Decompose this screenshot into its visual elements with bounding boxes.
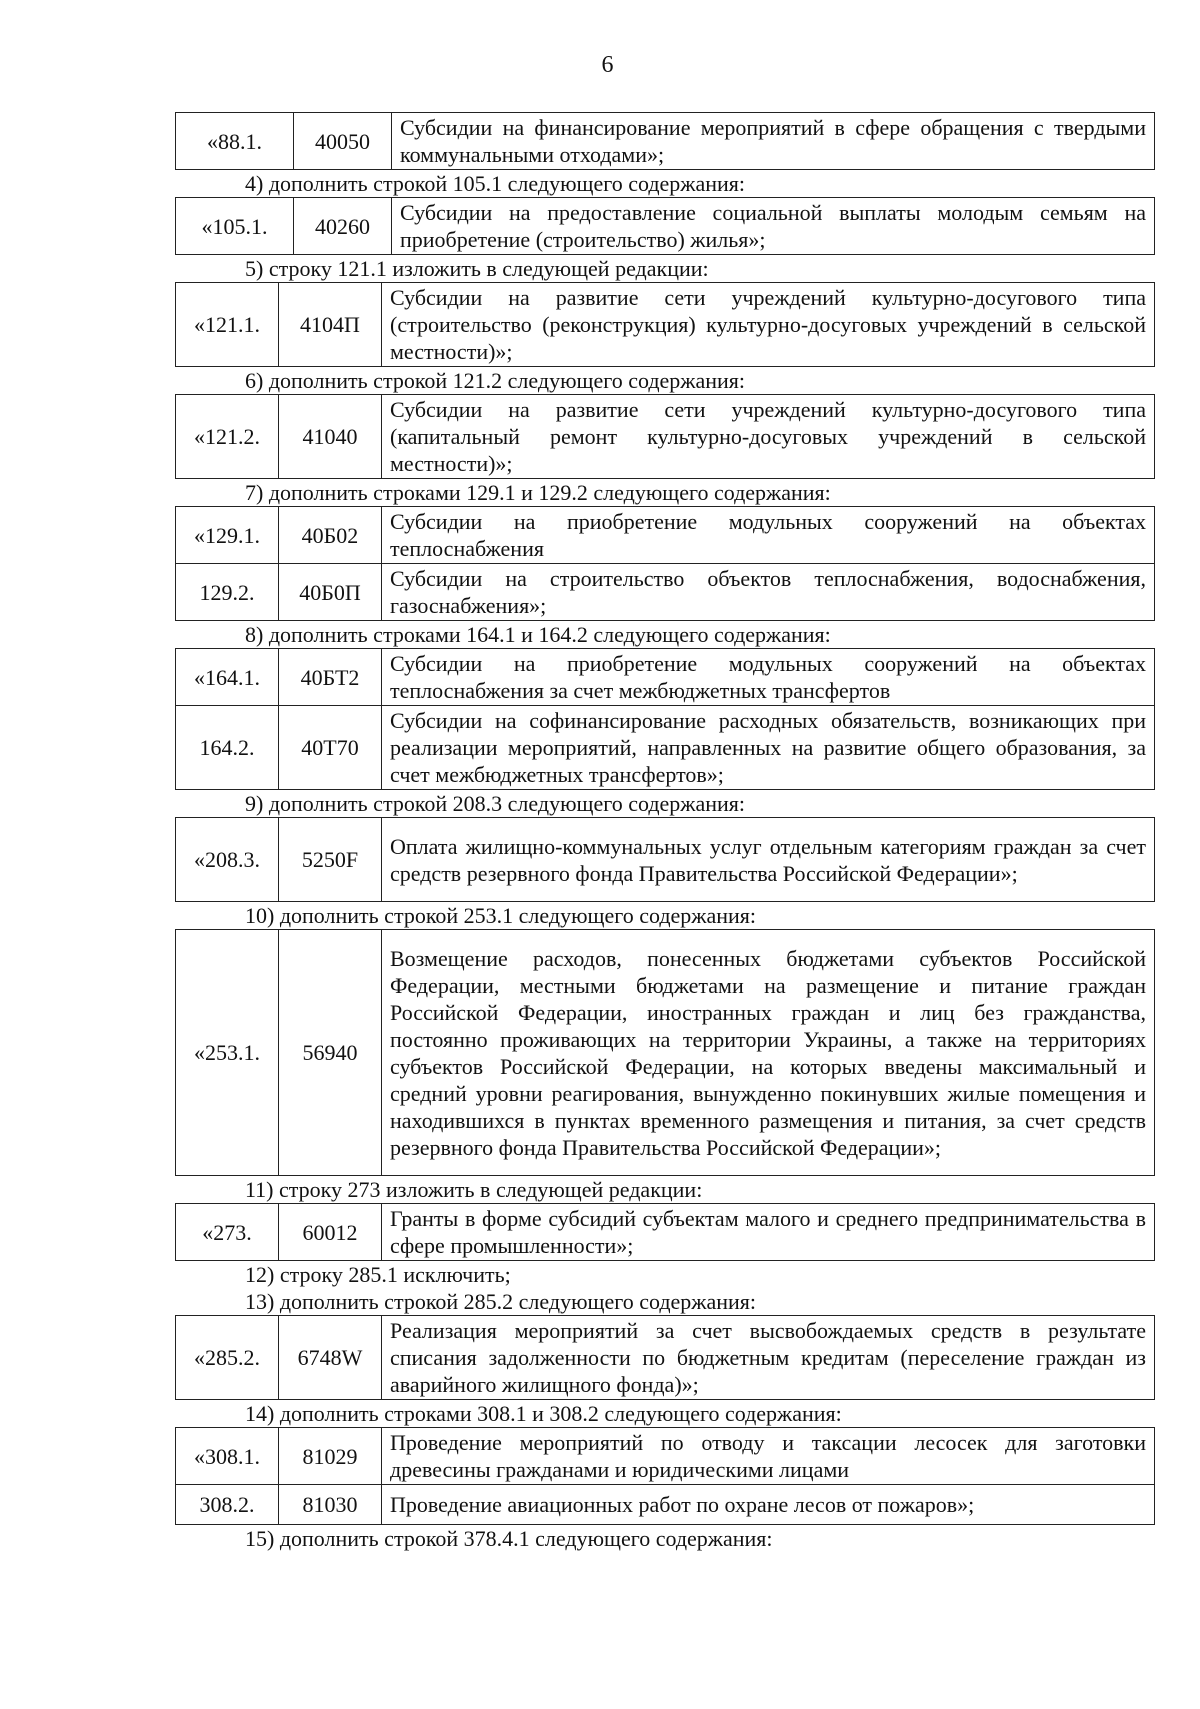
budget-code: 40260 — [294, 198, 392, 255]
line-number: 308.2. — [176, 1485, 279, 1525]
line-number: 164.2. — [176, 706, 279, 790]
expense-description: Субсидии на развитие сети учреждений культурно-досугового типа (капитальный ремонт культурно-досуговых учреждений в сельской местности)»; — [382, 395, 1155, 479]
budget-code: 81029 — [279, 1428, 382, 1485]
line-number: «121.1. — [176, 283, 279, 367]
table-row — [176, 1316, 1155, 1400]
line-number: «164.1. — [176, 649, 279, 706]
entry-table — [175, 1427, 1155, 1525]
entry-table — [175, 394, 1155, 479]
line-number: «308.1. — [176, 1428, 279, 1485]
budget-code: 6748W — [279, 1316, 382, 1400]
expense-description: Субсидии на приобретение модульных сооружений на объектах теплоснабжения за счет межбюджетных трансфертов — [382, 649, 1155, 706]
budget-code: 40Б0П — [279, 564, 382, 621]
table-row — [176, 706, 1155, 790]
line-number: «121.2. — [176, 395, 279, 479]
table-row — [176, 283, 1155, 367]
line-number: «105.1. — [176, 198, 294, 255]
expense-description: Проведение мероприятий по отводу и таксации лесосек для заготовки древесины гражданами и юридическими лицами — [382, 1428, 1155, 1485]
expense-description: Субсидии на софинансирование расходных обязательств, возникающих при реализации мероприятий, направленных на развитие общего образования, за счет межбюджетных трансфертов»; — [382, 706, 1155, 790]
expense-description: Возмещение расходов, понесенных бюджетами субъектов Российской Федерации, местными бюджетами на размещение и питание граждан Российской Федерации, иностранных граждан и лиц без гражданства, постоянно проживающих на территории Украины, а также на территориях субъектов Российской Федерации, на которых введены максимальный и средний уровни реагирования, вынужденно покинувших жилые помещения и находившихся в пунктах временного размещения и питания, за счет средств резервного фонда Правительства Российской Федерации»; — [382, 930, 1155, 1176]
budget-code: 81030 — [279, 1485, 382, 1525]
budget-code: 41040 — [279, 395, 382, 479]
budget-code: 40Б02 — [279, 507, 382, 564]
expense-description: Оплата жилищно-коммунальных услуг отдельным категориям граждан за счет средств резервного фонда Правительства Российской Федерации»; — [382, 818, 1155, 902]
table-row — [176, 1428, 1155, 1485]
budget-code: 56940 — [279, 930, 382, 1176]
expense-description: Гранты в форме субсидий субъектам малого и среднего предпринимательства в сфере промышленности»; — [382, 1204, 1155, 1261]
expense-description: Субсидии на развитие сети учреждений культурно-досугового типа (строительство (реконструкция) культурно-досуговых учреждений в сельской местности)»; — [382, 283, 1155, 367]
instruction-line: 15) дополнить строкой 378.4.1 следующего содержания: — [245, 1526, 773, 1551]
table-row — [176, 507, 1155, 564]
table-row — [176, 113, 1155, 170]
line-number: 129.2. — [176, 564, 279, 621]
entry-table — [175, 648, 1155, 790]
instruction-line: 5) строку 121.1 изложить в следующей редакции: — [245, 256, 709, 281]
budget-code: 60012 — [279, 1204, 382, 1261]
line-number: «273. — [176, 1204, 279, 1261]
instruction-line: 8) дополнить строками 164.1 и 164.2 следующего содержания: — [245, 622, 831, 647]
budget-code: 40БТ2 — [279, 649, 382, 706]
line-number: «285.2. — [176, 1316, 279, 1400]
table-row — [176, 649, 1155, 706]
table-row — [176, 395, 1155, 479]
expense-description: Субсидии на предоставление социальной выплаты молодым семьям на приобретение (строительство) жилья»; — [392, 198, 1155, 255]
table-row — [176, 198, 1155, 255]
instruction-line: 11) строку 273 изложить в следующей редакции: — [245, 1177, 703, 1202]
line-number: «208.3. — [176, 818, 279, 902]
instruction-line: 7) дополнить строками 129.1 и 129.2 следующего содержания: — [245, 480, 831, 505]
entry-table — [175, 929, 1155, 1176]
entry-table — [175, 1315, 1155, 1400]
line-number: «88.1. — [176, 113, 294, 170]
instruction-line: 9) дополнить строкой 208.3 следующего содержания: — [245, 791, 746, 816]
expense-description: Проведение авиационных работ по охране лесов от пожаров»; — [382, 1485, 1155, 1525]
instruction-line: 4) дополнить строкой 105.1 следующего содержания: — [245, 171, 746, 196]
line-number: «129.1. — [176, 507, 279, 564]
expense-description: Субсидии на приобретение модульных сооружений на объектах теплоснабжения — [382, 507, 1155, 564]
entry-table — [175, 282, 1155, 367]
budget-code: 5250F — [279, 818, 382, 902]
instruction-line: 13) дополнить строкой 285.2 следующего содержания: — [245, 1289, 757, 1314]
instruction-line: 12) строку 285.1 исключить; — [245, 1262, 511, 1287]
entry-table — [175, 197, 1155, 255]
expense-description: Субсидии на строительство объектов теплоснабжения, водоснабжения, газоснабжения»; — [382, 564, 1155, 621]
entry-table — [175, 506, 1155, 621]
table-row — [176, 818, 1155, 902]
table-row — [176, 1485, 1155, 1525]
amendment-list — [175, 112, 1155, 1552]
entry-table — [175, 1203, 1155, 1261]
budget-code: 4104П — [279, 283, 382, 367]
instruction-line: 14) дополнить строками 308.1 и 308.2 следующего содержания: — [245, 1401, 842, 1426]
table-row — [176, 564, 1155, 621]
expense-description: Реализация мероприятий за счет высвобождаемых средств в результате списания задолженности по бюджетным кредитам (переселение граждан из аварийного жилищного фонда)»; — [382, 1316, 1155, 1400]
instruction-line: 6) дополнить строкой 121.2 следующего содержания: — [245, 368, 746, 393]
entry-table — [175, 112, 1155, 170]
budget-code: 40Т70 — [279, 706, 382, 790]
table-row — [176, 1204, 1155, 1261]
entry-table — [175, 817, 1155, 902]
instruction-line: 10) дополнить строкой 253.1 следующего содержания: — [245, 903, 757, 928]
page-number: 6 — [601, 52, 614, 78]
table-row — [176, 930, 1155, 1176]
line-number: «253.1. — [176, 930, 279, 1176]
budget-code: 40050 — [294, 113, 392, 170]
expense-description: Субсидии на финансирование мероприятий в сфере обращения с твердыми коммунальными отходами»; — [392, 113, 1155, 170]
